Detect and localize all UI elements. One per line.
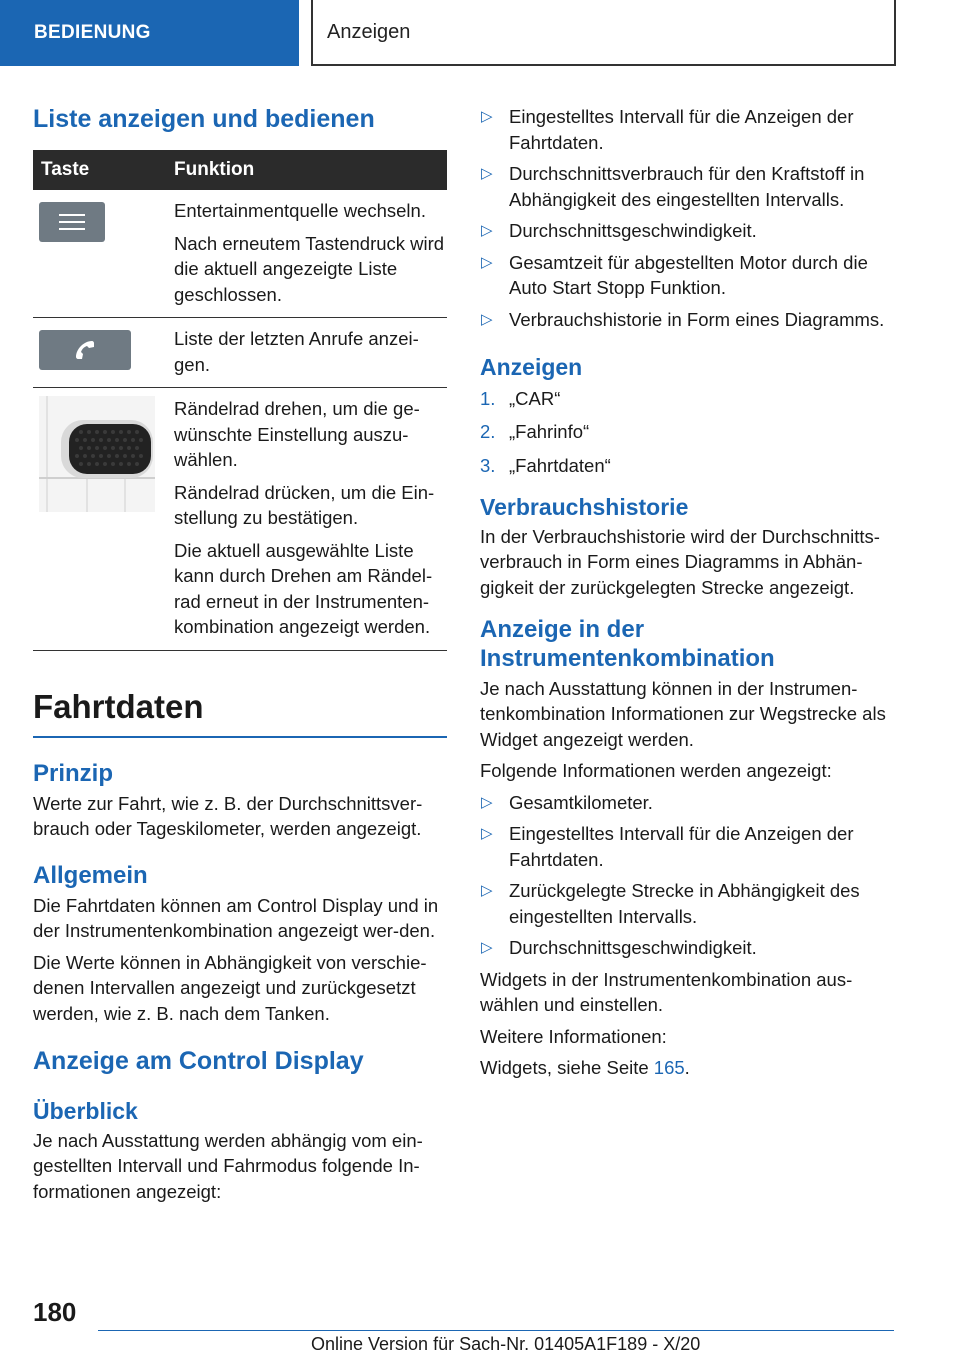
list-icon (39, 202, 105, 242)
col-header-key: Taste (33, 150, 166, 190)
triangle-bullet-icon: ▷ (481, 253, 493, 271)
prinzip-text: Werte zur Fahrt, wie z. B. der Durchschnittsver-brauch oder Tageskilometer, werden angezeigt. (33, 792, 423, 840)
row-text: Liste der letzten Anrufe anzei-gen. (174, 328, 419, 375)
more-info-label: Weitere Informationen: (480, 1025, 667, 1047)
widgets-text: Widgets in der Instrumentenkombination aus-wählen und einstellen. (480, 968, 853, 1016)
row-text: Entertainmentquelle wechseln. (174, 200, 426, 221)
list-item: ▷ Verbrauchshistorie in Form eines Diagramms. (480, 307, 900, 333)
triangle-bullet-icon: ▷ (481, 939, 493, 957)
instrument-text-1: Je nach Ausstattung können in der Instrumen-tenkombination Informationen zur Wegstrecke als Widget angezeigt werden. (480, 677, 886, 750)
phone-icon (39, 330, 131, 370)
historie-text: In der Verbrauchshistorie wird der Durchschnitts-verbrauch in Form eines Diagramms in Abhän-gigkeit der zurückgelegten Strecke angezeigt. (480, 525, 880, 598)
list-item: ▷ Durchschnittsverbrauch für den Kraftstoff in Abhängigkeit des eingestellten Intervalls. (481, 163, 865, 210)
historie-title: Verbrauchshistorie (480, 494, 689, 521)
list-item: ▷ Durchschnittsgeschwindigkeit. (480, 935, 900, 961)
list-section-title: Liste anzeigen und bedienen (33, 105, 375, 133)
triangle-bullet-icon: ▷ (481, 310, 493, 328)
widget-info-list (480, 790, 900, 961)
thumbwheel-image (39, 396, 155, 512)
page-link[interactable]: 165 (653, 1057, 685, 1079)
left-column (33, 96, 447, 1204)
ueberblick-text: Je nach Ausstattung werden abhängig vom ein-gestellten Intervall und Fahrmodus folgende In-formationen angezeigt: (33, 1129, 423, 1202)
prinzip-title: Prinzip (33, 760, 114, 788)
widgets-reference: Widgets, siehe Seite 165. (480, 1057, 690, 1079)
key-function-table (33, 150, 447, 651)
fahrtdaten-title: Fahrtdaten (33, 687, 447, 739)
allgemein-title: Allgemein (33, 861, 148, 889)
triangle-bullet-icon: ▷ (481, 793, 493, 811)
control-display-title: Anzeige am Control Display (33, 1047, 364, 1076)
chapter-header (311, 0, 896, 66)
step-item: 2. „Fahrinfo“ (480, 421, 590, 443)
table-row (33, 190, 447, 318)
list-item: ▷ Eingestelltes Intervall für die Anzeigen der Fahrtdaten. (481, 823, 854, 870)
triangle-bullet-icon: ▷ (481, 222, 493, 239)
right-column (480, 104, 900, 1081)
row-text: Nach erneutem Tastendruck wird die aktuell angezeigte Liste geschlossen. (174, 232, 445, 305)
table-row (33, 388, 447, 651)
row-text: Rändelrad drehen, um die ge-wünschte Einstellung auszu-wählen. (174, 398, 420, 470)
section-label: BEDIENUNG (34, 22, 151, 43)
table-row (33, 318, 447, 388)
triangle-bullet-icon: ▷ (481, 882, 493, 900)
info-list (480, 104, 900, 332)
anzeigen-title: Anzeigen (480, 354, 583, 380)
allgemein-text-1: Die Fahrtdaten können am Control Display und in der Instrumentenkombination angezeigt wer-den. (33, 894, 439, 942)
step-item: 1. „CAR“ (480, 387, 561, 409)
triangle-bullet-icon: ▷ (481, 825, 493, 843)
list-item: ▷ Zurückgelegte Strecke in Abhängigkeit des eingestellten Intervalls. (481, 880, 860, 927)
row-text: Rändelrad drücken, um die Ein-stellung zu bestätigen. (174, 481, 435, 528)
chapter-label: Anzeigen (327, 20, 411, 43)
footer-divider (98, 1330, 894, 1331)
footer-text: Online Version für Sach-Nr. 01405A1F189 - X/20 (311, 1334, 701, 1354)
ueberblick-title: Überblick (33, 1098, 138, 1125)
list-item: ▷ Gesamtkilometer. (480, 790, 900, 816)
triangle-bullet-icon: ▷ (481, 165, 493, 182)
list-item: ▷ Gesamtzeit für abgestellten Motor durch die Auto Start Stopp Funktion. (481, 251, 868, 298)
col-header-function: Funktion (166, 150, 447, 190)
allgemein-text-2: Die Werte können in Abhängigkeit von verschie-denen Intervallen angezeigt und zurückgesetzt werden, wie z. B. nach dem Tanken. (33, 951, 427, 1024)
instrument-title: Anzeige in der Instrumentenkombination (480, 616, 775, 672)
list-item: ▷ Eingestelltes Intervall für die Anzeigen der Fahrtdaten. (481, 106, 854, 153)
steps-list (480, 386, 900, 479)
section-tab (0, 0, 299, 66)
list-item: ▷ Durchschnittsgeschwindigkeit. (480, 218, 900, 244)
triangle-bullet-icon: ▷ (481, 108, 493, 125)
step-item: 3. „Fahrtdaten“ (480, 454, 611, 476)
page-number: 180 (33, 1297, 77, 1327)
instrument-text-2: Folgende Informationen werden angezeigt: (480, 760, 832, 782)
row-text: Die aktuell ausgewählte Liste kann durch Drehen am Rändel-rad erneut in der Instrumenten-kombination angezeigt werden. (174, 539, 433, 637)
